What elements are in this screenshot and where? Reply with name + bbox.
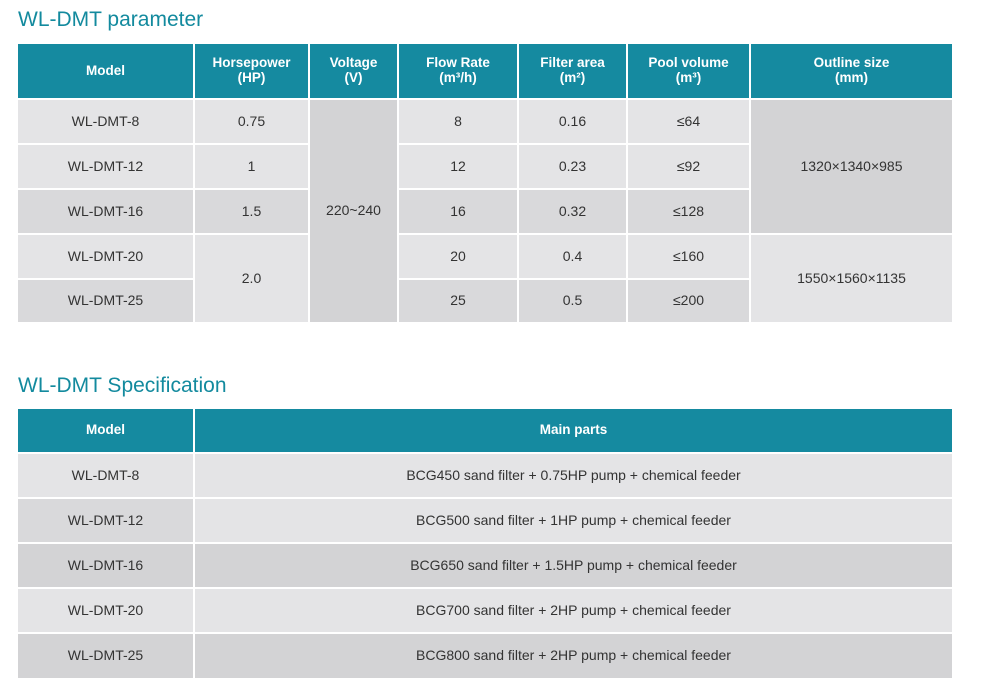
flow-rate-text: 8 <box>454 112 462 129</box>
header-outline-size-label: Outline size <box>813 55 890 71</box>
spec-header-model <box>18 409 193 452</box>
horsepower-text: 0.75 <box>237 112 266 129</box>
spec-model-cell <box>18 499 193 542</box>
specification-title: WL-DMT Specification <box>18 374 227 397</box>
pool-volume-cell <box>628 235 749 278</box>
model-text: WL-DMT-16 <box>67 202 144 219</box>
pool-volume-cell <box>628 280 749 322</box>
flow-rate-cell <box>399 280 517 322</box>
voltage-cell-merged <box>310 100 397 322</box>
flow-rate-cell <box>399 100 517 143</box>
spec-model-text: WL-DMT-20 <box>67 601 144 618</box>
spec-model-text: WL-DMT-12 <box>67 511 144 528</box>
spec-model-text: WL-DMT-16 <box>67 556 144 573</box>
header-voltage-unit: (V) <box>344 70 363 85</box>
header-outline-size <box>751 44 952 98</box>
spec-header-main-parts <box>195 409 952 452</box>
header-flow-rate-unit: (m³/h) <box>439 70 477 85</box>
model-cell <box>18 280 193 322</box>
horsepower-text: 2.0 <box>241 269 262 286</box>
filter-area-cell <box>519 235 626 278</box>
header-pool-volume-label: Pool volume <box>648 55 729 71</box>
flow-rate-cell <box>399 190 517 233</box>
filter-area-text: 0.4 <box>562 247 583 264</box>
model-cell <box>18 190 193 233</box>
spec-model-cell <box>18 634 193 678</box>
flow-rate-text: 25 <box>450 292 466 309</box>
outline-size-text: 1320×1340×985 <box>800 157 903 174</box>
filter-area-cell <box>519 100 626 143</box>
header-filter-area <box>519 44 626 98</box>
header-outline-size-unit: (mm) <box>835 70 868 85</box>
header-filter-area-unit: (m²) <box>559 70 586 85</box>
horsepower-text: 1 <box>247 157 256 174</box>
outline-size-cell-merged <box>751 235 952 322</box>
spec-parts-cell <box>195 589 952 632</box>
spec-parts-cell <box>195 454 952 497</box>
spec-model-cell <box>18 454 193 497</box>
header-horsepower-unit: (HP) <box>237 70 266 85</box>
header-flow-rate-label: Flow Rate <box>426 55 490 71</box>
header-filter-area-label: Filter area <box>540 55 605 71</box>
pool-volume-cell <box>628 145 749 188</box>
spec-model-text: WL-DMT-25 <box>67 647 144 664</box>
model-text: WL-DMT-25 <box>67 292 144 309</box>
header-horsepower <box>195 44 308 98</box>
horsepower-text: 1.5 <box>241 202 262 219</box>
filter-area-text: 0.16 <box>558 112 587 129</box>
pool-volume-cell <box>628 100 749 143</box>
pool-volume-text: ≤160 <box>672 247 705 264</box>
spec-parts-cell <box>195 634 952 678</box>
spec-parts-text: BCG500 sand filter + 1HP pump + chemical feeder <box>416 511 731 528</box>
voltage-text: 220~240 <box>326 202 381 219</box>
filter-area-cell <box>519 145 626 188</box>
spec-header-main-parts-label: Main parts <box>539 422 608 438</box>
header-model <box>18 44 193 98</box>
pool-volume-text: ≤200 <box>672 292 705 309</box>
horsepower-cell <box>195 100 308 143</box>
horsepower-cell <box>195 190 308 233</box>
flow-rate-text: 20 <box>450 247 466 264</box>
flow-rate-text: 16 <box>450 202 466 219</box>
pool-volume-cell <box>628 190 749 233</box>
header-voltage <box>310 44 397 98</box>
pool-volume-text: ≤92 <box>676 157 701 174</box>
spec-parts-text: BCG450 sand filter + 0.75HP pump + chemical feeder <box>406 466 741 483</box>
spec-parts-text: BCG700 sand filter + 2HP pump + chemical feeder <box>416 601 731 618</box>
header-pool-volume <box>628 44 749 98</box>
model-cell <box>18 100 193 143</box>
header-model-label: Model <box>86 62 125 78</box>
model-cell <box>18 145 193 188</box>
spec-model-text: WL-DMT-8 <box>71 466 140 483</box>
flow-rate-text: 12 <box>450 157 466 174</box>
spec-parts-text: BCG800 sand filter + 2HP pump + chemical feeder <box>416 647 731 664</box>
model-text: WL-DMT-8 <box>71 112 140 129</box>
filter-area-cell <box>519 190 626 233</box>
model-cell <box>18 235 193 278</box>
filter-area-text: 0.23 <box>558 157 587 174</box>
spec-header-model-label: Model <box>86 422 125 438</box>
header-horsepower-label: Horsepower <box>212 55 291 71</box>
parameter-title: WL-DMT parameter <box>18 8 204 31</box>
spec-parts-text: BCG650 sand filter + 1.5HP pump + chemical feeder <box>410 556 737 573</box>
outline-size-cell-merged <box>751 100 952 233</box>
header-voltage-label: Voltage <box>329 55 378 71</box>
horsepower-cell-merged <box>195 235 308 322</box>
outline-size-text: 1550×1560×1135 <box>797 269 906 286</box>
flow-rate-cell <box>399 235 517 278</box>
model-text: WL-DMT-20 <box>67 247 144 264</box>
horsepower-cell <box>195 145 308 188</box>
pool-volume-text: ≤128 <box>672 202 705 219</box>
spec-model-cell <box>18 544 193 587</box>
model-text: WL-DMT-12 <box>67 157 144 174</box>
spec-parts-cell <box>195 499 952 542</box>
filter-area-text: 0.5 <box>562 292 583 309</box>
header-flow-rate <box>399 44 517 98</box>
header-pool-volume-unit: (m³) <box>675 70 702 85</box>
filter-area-text: 0.32 <box>558 202 587 219</box>
spec-model-cell <box>18 589 193 632</box>
flow-rate-cell <box>399 145 517 188</box>
filter-area-cell <box>519 280 626 322</box>
spec-parts-cell <box>195 544 952 587</box>
pool-volume-text: ≤64 <box>676 112 701 129</box>
